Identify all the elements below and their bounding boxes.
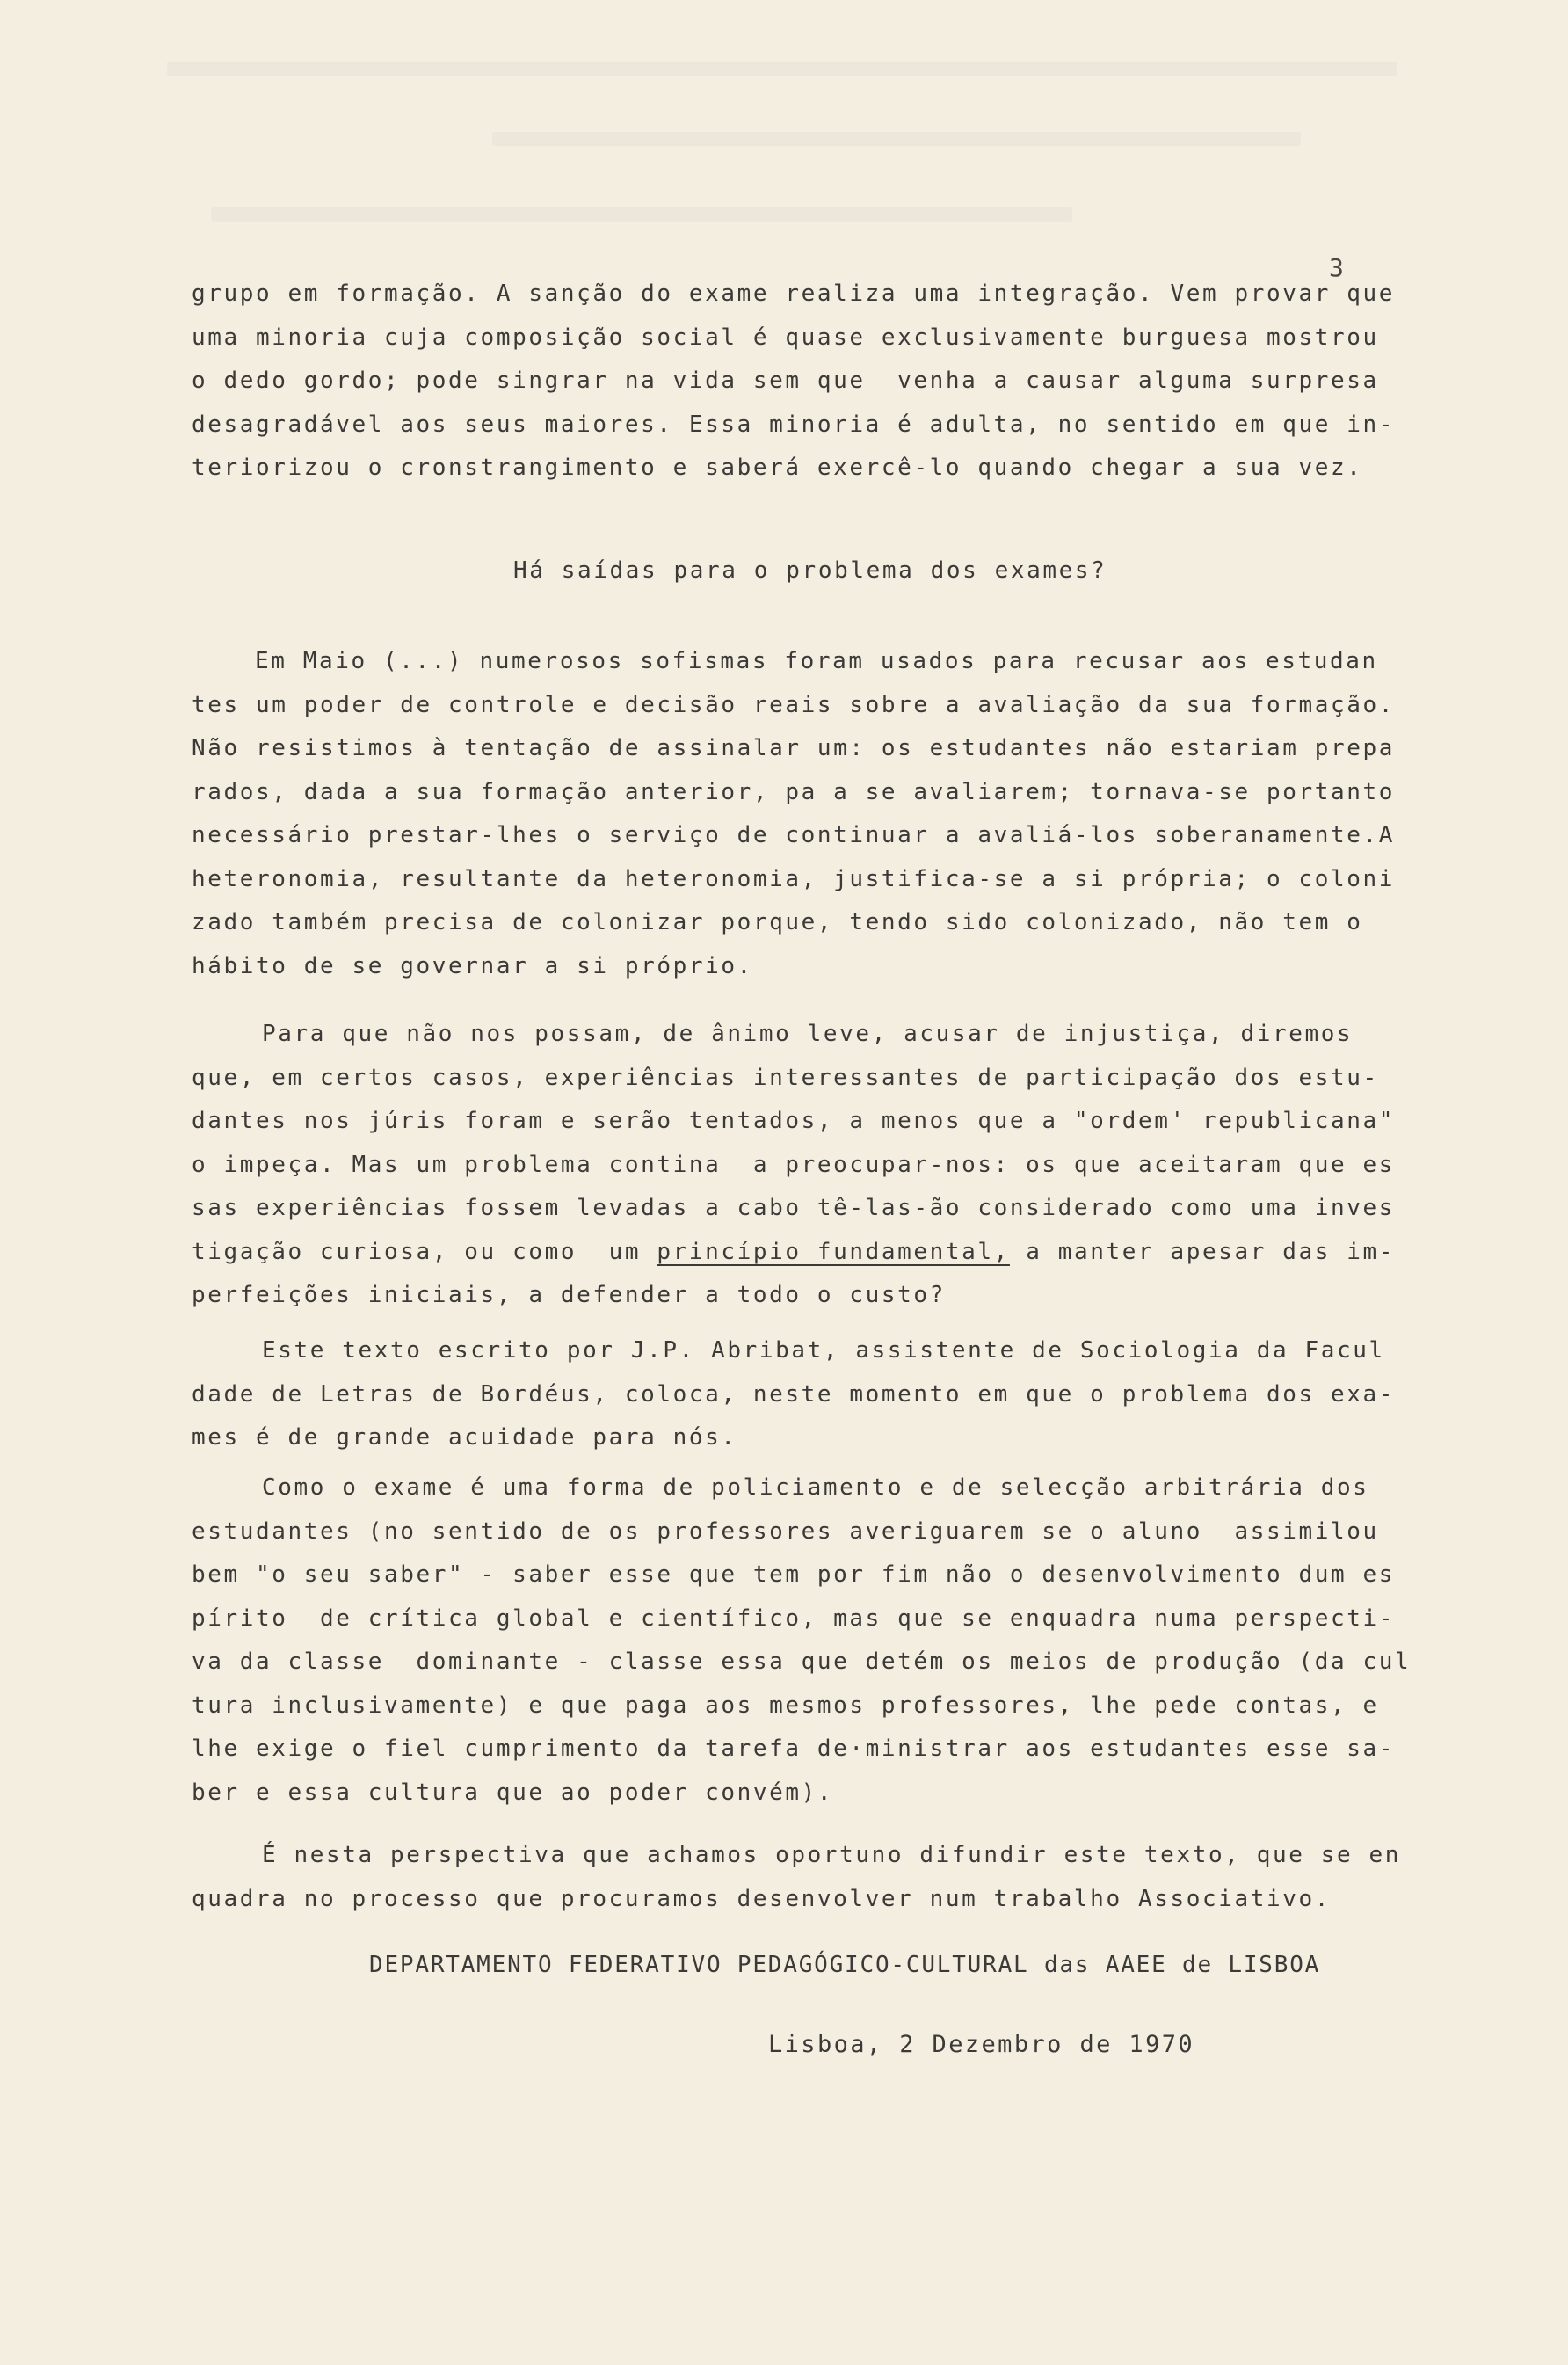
text-line: mes é de grande acuidade para nós.	[192, 1424, 737, 1451]
text-line: Para que não nos possam, de ânimo leve, acusar de injustiça, diremos	[262, 1021, 1354, 1047]
text-line: o dedo gordo; pode singrar na vida sem que venha a causar alguma surpresa	[192, 367, 1379, 394]
text-line: bem "o seu saber" - saber esse que tem por fim não o desenvolvimento dum es	[192, 1561, 1395, 1588]
text-line: estudantes (no sentido de os professores averiguarem se o aluno assimilou	[192, 1517, 1379, 1545]
paragraph-participation	[192, 1013, 1405, 1318]
text-line: necessário prestar-lhes o serviço de continuar a avaliá-los soberanamente.A	[192, 822, 1395, 848]
paragraph-text-author	[192, 1329, 1405, 1460]
text-fragment: a manter apesar das im-	[1009, 1238, 1396, 1265]
text-line: Não resistimos à tentação de assinalar um: os estudantes não estariam prepa	[192, 735, 1395, 761]
text-line: heteronomia, resultante da heteronomia, justifica-se a si própria; o coloni	[192, 865, 1395, 892]
text-line: lhe exige o fiel cumprimento da tarefa de·ministrar aos estudantes esse sa-	[192, 1736, 1395, 1762]
text-line: Em Maio (...) numerosos sofismas foram usados para recusar aos estudan	[255, 648, 1378, 674]
paragraph-purpose	[192, 1834, 1405, 1921]
text-line: rados, dada a sua formação anterior, pa a se avaliarem; tornava-se portanto	[192, 778, 1395, 805]
bleed-through-mark	[492, 132, 1301, 146]
text-line: zado também precisa de colonizar porque, tendo sido colonizado, não tem o	[192, 909, 1363, 935]
text-line: uma minoria cuja composição social é quase exclusivamente burguesa mostrou	[192, 324, 1379, 351]
text-line: perfeições iniciais, a defender a todo o custo?	[192, 1282, 946, 1308]
bleed-through-mark	[167, 62, 1397, 76]
text-fragment: tigação curiosa, ou como um	[192, 1238, 657, 1265]
text-line: É nesta perspectiva que achamos oportuno difundir este texto, que se en	[262, 1842, 1401, 1868]
paragraph-exam-policing	[192, 1466, 1412, 1815]
page-number: 3	[1329, 253, 1345, 282]
text-line: sas experiências fossem levadas a cabo tê-las-ão considerado como uma inves	[192, 1195, 1395, 1221]
section-question-heading: Há saídas para o problema dos exames?	[513, 557, 1107, 584]
dateline: Lisboa, 2 Dezembro de 1970	[768, 2031, 1195, 2058]
underlined-phrase: princípio fundamental,	[657, 1238, 1010, 1265]
text-line: va da classe dominante - classe essa que detém os meios de produção (da cul	[192, 1648, 1412, 1675]
text-line: hábito de se governar a si próprio.	[192, 952, 753, 979]
text-line: tura inclusivamente) e que paga aos mesmos professores, lhe pede contas, e	[192, 1692, 1379, 1719]
text-line: ber e essa cultura que ao poder convém).	[192, 1779, 834, 1806]
paragraph-exam-integration	[192, 273, 1405, 491]
text-line: Como o exame é uma forma de policiamento e de selecção arbitrária dos	[262, 1474, 1369, 1501]
text-line: Este texto escrito por J.P. Abribat, assistente de Sociologia da Facul	[262, 1337, 1385, 1364]
text-line: teriorizou o cronstrangimento e saberá exercê-lo quando chegar a sua vez.	[192, 455, 1363, 481]
signature-organization: DEPARTAMENTO FEDERATIVO PEDAGÓGICO-CULTURAL das AAEE de LISBOA	[369, 1952, 1321, 1978]
text-line: grupo em formação. A sanção do exame realiza uma integração. Vem provar que	[192, 280, 1395, 307]
text-line-with-underline	[192, 1231, 1405, 1275]
text-line: quadra no processo que procuramos desenvolver num trabalho Associativo.	[192, 1885, 1331, 1912]
text-line: pírito de crítica global e científico, mas que se enquadra numa perspecti-	[192, 1605, 1395, 1632]
text-line: desagradável aos seus maiores. Essa minoria é adulta, no sentido em que in-	[192, 411, 1395, 438]
text-line: dade de Letras de Bordéus, coloca, neste momento em que o problema dos exa-	[192, 1380, 1395, 1408]
text-line: dantes nos júris foram e serão tentados, a menos que a "ordem' republicana"	[192, 1108, 1395, 1134]
text-line: que, em certos casos, experiências interessantes de participação dos estu-	[192, 1064, 1379, 1091]
bleed-through-mark	[211, 207, 1072, 222]
text-line: tes um poder de controle e decisão reais sobre a avaliação da sua formação.	[192, 691, 1395, 718]
text-line: o impeça. Mas um problema contina a preocupar-nos: os que aceitaram que es	[192, 1151, 1395, 1178]
paragraph-may-sophisms	[192, 640, 1405, 988]
